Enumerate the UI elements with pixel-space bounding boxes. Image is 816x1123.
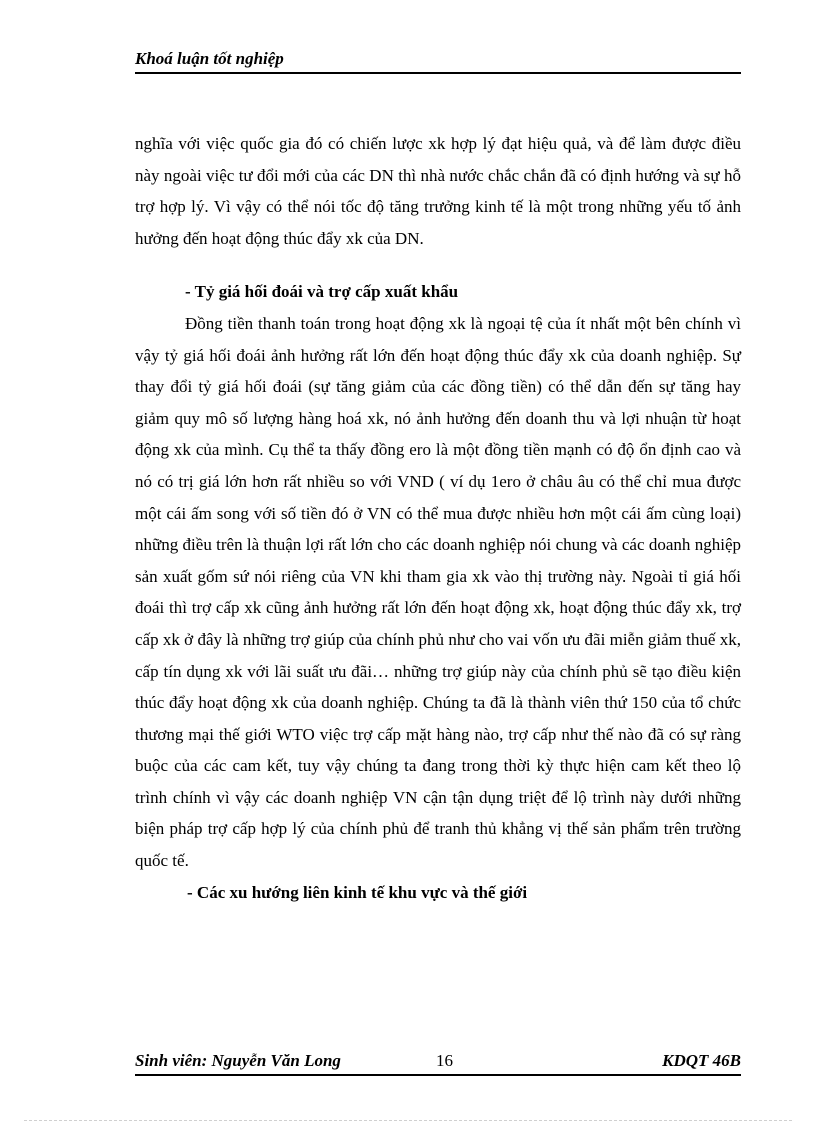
document-title: Khoá luận tốt nghiệp — [135, 49, 284, 68]
page-number: 16 — [436, 1051, 453, 1070]
footer-student-name: Sinh viên: Nguyễn Văn Long — [135, 1051, 341, 1070]
page-edge-divider — [24, 1120, 792, 1121]
paragraph-exchange-rate: Đồng tiền thanh toán trong hoạt động xk là ngoại tệ của ít nhất một bên chính vì vậy tỷ giá hối đoái ảnh hưởng rất lớn đến hoạt động thúc đẩy xk của doanh nghiệp. Sự thay đổi tỷ giá hối đoái (sự tăng giảm của các đồng tiền) có thể dẫn đến sự tăng hay giảm quy mô số lượng hàng hoá xk, nó ảnh hưởng đến doanh thu và lợi nhuận từ hoạt động xk của mình. Cụ thể ta thấy đồng ero là một đồng tiền mạnh có độ ổn định cao và nó có trị giá lớn hơn rất nhiều so với VND ( ví dụ 1ero ở châu âu có thể chỉ mua được một cái ấm song với số tiền đó ở VN có thể mua được nhiều hơn một cái ấm cùng loại) những điều trên là thuận lợi rất lớn cho các doanh nghiệp nói chung và các doanh nghiệp sản xuất gốm sứ nói riêng của VN khi tham gia xk vào thị trường này. Ngoài tỉ giá hối đoái thì trợ cấp xk cũng ảnh hưởng rất lớn đến hoạt động xk, hoạt động thúc đẩy xk, trợ cấp xk ở đây là những trợ giúp của chính phủ như cho vai vốn ưu đãi miễn giảm thuế xk, cấp tín dụng xk với lãi suất ưu đãi… những trợ giúp này của chính phủ sẽ tạo điều kiện thúc đẩy hoạt động xk của doanh nghiệp. Chúng ta đã là thành viên thứ 150 của tổ chức thương mại thế giới WTO việc trợ cấp mặt hàng nào, trợ cấp như thế nào đã có sự ràng buộc của các cam kết, tuy vậy chúng ta đang trong thời kỳ thực hiện cam kết theo lộ trình chính vì vậy các doanh nghiệp VN cận tận dụng triệt để lộ trình này dưới những biện pháp trợ cấp hợp lý của chính phủ để tranh thủ khẳng vị thế sản phẩm trên trường quốc tế. — [135, 313, 741, 871]
page-footer — [135, 1050, 741, 1076]
paragraph-gap — [135, 254, 741, 276]
paragraph-growth-conclusion: nghĩa với việc quốc gia đó có chiến lược xk hợp lý đạt hiệu quả, và để làm được điều này ngoài việc tư đổi mới của các DN thì nhà nước chắc chắn đã có định hướng và sự hỗ trợ hợp lý. Vì vậy có thể nói tốc độ tăng trưởng kinh tế là một trong những yếu tố ảnh hưởng đến hoạt động thúc đẩy xk của DN. — [135, 134, 741, 248]
section-heading-exchange-rate: - Tỷ giá hối đoái và trợ cấp xuất khẩu — [185, 282, 459, 302]
footer-class-code: KDQT 46B — [662, 1051, 741, 1070]
body-text — [135, 128, 741, 908]
section-heading-economic-integration: - Các xu hướng liên kinh tế khu vực và thế giới — [187, 882, 528, 902]
page-header — [135, 48, 741, 74]
